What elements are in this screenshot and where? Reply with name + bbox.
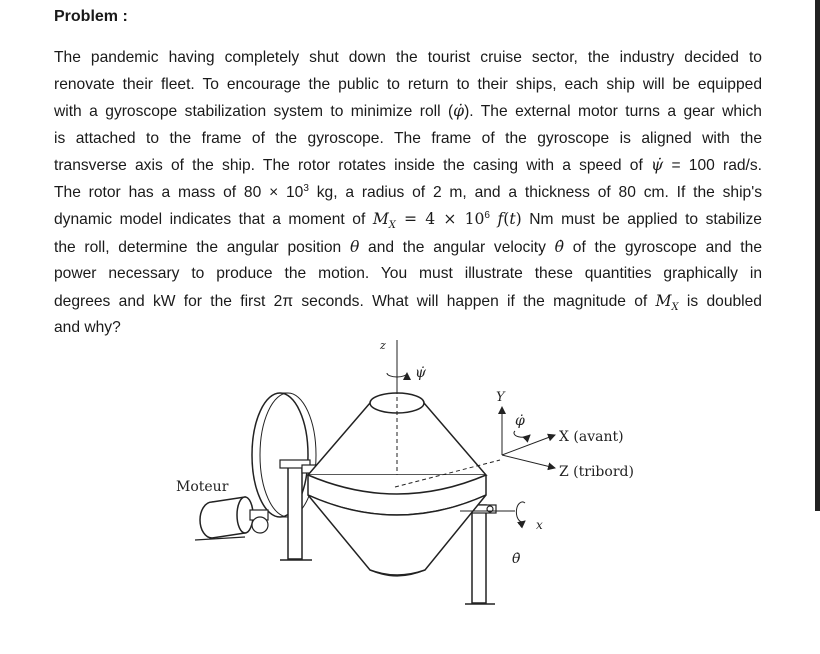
line-6: The rotor has a mass of $80 \times 10^3$ kg, a radius of 2 m, and a thickness of 80 cm. If the ship's: [54, 182, 762, 201]
motor-label: Moteur: [176, 479, 229, 495]
line-9: power necessary to produce the motion. You must illustrate these quantities graphically in: [54, 265, 762, 282]
line-1: The pandemic having completely shut down the tourist cruise sector, the industry decided to: [54, 49, 762, 66]
line-2: renovate their fleet. To encourage the public to return to their ships, each ship will be equipped: [54, 75, 762, 93]
line-4: is attached to the frame of the gyroscope. The frame of the gyroscope is aligned with the: [54, 129, 762, 147]
z-tribord-label: Z (tribord): [559, 464, 634, 480]
phi-dot-symbol: φ̇: [453, 102, 465, 120]
line-8: the roll, determine the angular position θ and the angular velocity θ̇ of the gyroscope and the: [54, 237, 762, 256]
psi-dot-label: ψ̇: [415, 365, 426, 381]
line-5: transverse axis of the ship. The rotor rotates inside the casing with a speed of ψ̇ = 100 rad/s.: [54, 156, 763, 174]
problem-heading: Problem :: [54, 8, 128, 25]
page-edge-border: [815, 0, 820, 511]
psi-dot-symbol: ψ̇: [651, 156, 664, 174]
problem-statement: [54, 45, 762, 342]
line-3: with a gyroscope stabilization system to minimize roll (φ̇). The external motor turns a gear which: [54, 102, 762, 120]
x-avant-label: X (avant): [559, 429, 624, 445]
line-10: degrees and kW for the first 2π seconds. What will happen if the magnitude of $M_X$ is doubled: [54, 291, 762, 313]
motor-body: [195, 497, 268, 540]
line-11: and why?: [54, 319, 121, 336]
axis-z-label: z: [380, 339, 386, 352]
ship-axes: [502, 407, 555, 468]
right-support: [462, 505, 496, 604]
axis-x-label: x: [536, 518, 543, 532]
axis-y-label: Y: [496, 390, 505, 405]
gyroscope-figure: [170, 335, 650, 620]
theta-rotation-arrow: [516, 502, 525, 522]
line-7: dynamic model indicates that a moment of $M_X = 4 \times 10^6$ f(t) Nm must be applied to stabilize: [54, 209, 762, 232]
motor-disk: [252, 393, 316, 517]
theta-dot-label: θ̇: [512, 551, 521, 567]
phi-dot-label: φ̇: [515, 413, 525, 429]
